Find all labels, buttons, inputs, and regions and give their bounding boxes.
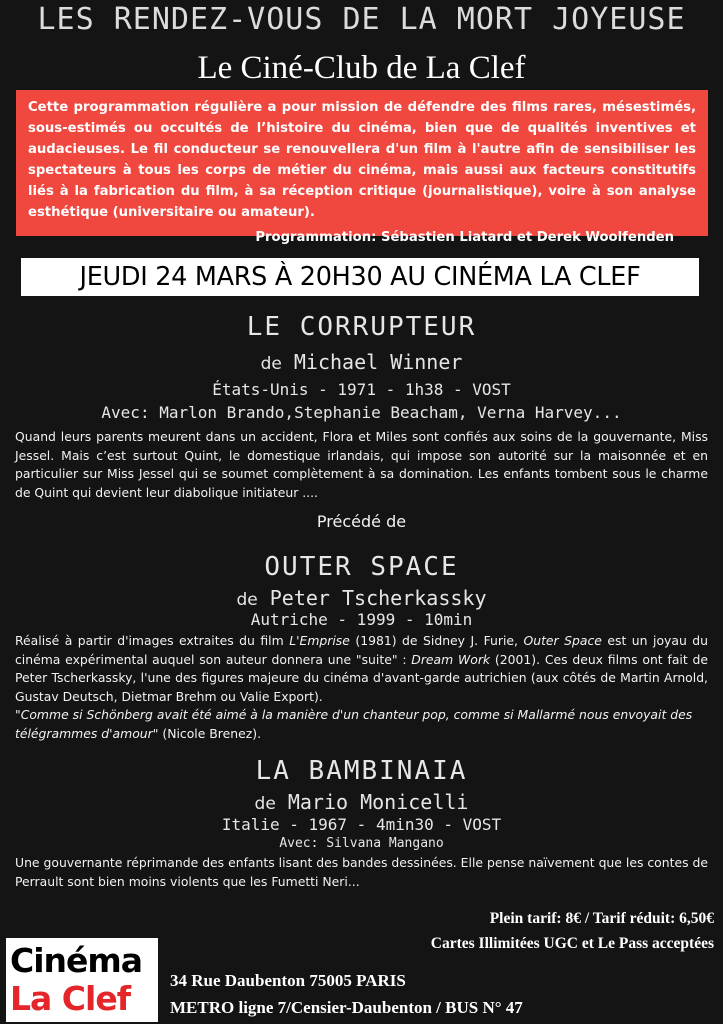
venue-transport: METRO ligne 7/Censier-Daubenton / BUS N° 47 (170, 998, 523, 1017)
logo-line-1: Cinéma (10, 941, 143, 980)
film-synopsis: Quand leurs parents meurent dans un accident, Flora et Miles sont confiés aux soins de la gouvernante, Miss Jessel. Mais c’est surtout Quint, le domestique irlandais, qui impose son autorité sur la maisonnée et en particulier sur Miss Jessel qui se soumet complètement à sa domination. Les enfants tombent sous le charme de Quint qui devient leur diabolique initiateur .... (15, 429, 708, 500)
intro-text: Cette programmation régulière a pour mission de défendre des films rares, mésestimés, sous-estimés ou occultés de l’histoire du cinéma, bien que de qualités inventives et audacieuses. Le fil conducteur se renouvellera d'un film à l'autre afin de sensibiliser les spectateurs à tous les corps de métier du cinéma, mais aussi aux facteurs constitutifs liés à la fabrication du film, à sa réception critique (journalistique), voire à son analyse esthétique (universitaire ou amateur). (28, 100, 696, 220)
series-title: LES RENDEZ-VOUS DE LA MORT JOYEUSE (37, 2, 686, 37)
pricing-tarifs: Plein tarif: 8€ / Tarif réduit: 6,50€ (489, 910, 714, 927)
film-director: Michael Winner (293, 350, 463, 374)
director-prefix: de (260, 354, 282, 374)
date-banner: JEUDI 24 MARS À 20H30 AU CINÉMA LA CLEF (21, 258, 699, 296)
quote-text: "Comme si Schönberg avait été aimé à la manière d'un chanteur pop, comme si Mallarmé nous envoyait des télégrammes d'amour" (15, 707, 693, 741)
director-prefix: de (254, 794, 276, 814)
film-reference: Dream Work (411, 651, 491, 667)
film-synopsis: Une gouvernante réprimande des enfants lisant des bandes dessinées. Elle pense naïvement que les contes de Perrault sont bien moins violents que les Fumetti Neri... (15, 855, 708, 889)
intro-box (16, 90, 708, 245)
synopsis-text: (2001). Ces deux films ont fait de Peter Tscherkassky, l'une des figures majeure du cinéma d'avant-garde autrichien (aux côtés de Martin Arnold, Gustav Deutsch, Dietmar Brehm ou Valie Export). (15, 651, 708, 704)
film-reference: Outer Space (523, 633, 602, 648)
film-reference: L'Emprise (289, 633, 350, 648)
film-meta: États-Unis - 1971 - 1h38 - VOST (212, 380, 511, 399)
film-title: OUTER SPACE (264, 552, 459, 582)
film-director-line (0, 586, 723, 610)
film-meta: Italie - 1967 - 4min30 - VOST (221, 815, 502, 834)
film-director-line (0, 350, 723, 374)
preceded-label: Précédé de (316, 512, 407, 531)
film-quote (15, 706, 708, 743)
cinema-logo (6, 938, 158, 1022)
club-title: Le Ciné-Club de La Clef (197, 50, 526, 86)
film-director: Peter Tscherkassky (269, 586, 487, 610)
film-title: LA BAMBINAIA (255, 756, 468, 786)
film-meta: Autriche - 1999 - 10min (250, 610, 473, 629)
director-prefix: de (236, 590, 258, 610)
film-cast: Avec: Silvana Mangano (279, 836, 444, 851)
synopsis-text: est un joyau du cinéma expérimental auquel son auteur donnera une "suite" : (15, 633, 709, 667)
film-title: LE CORRUPTEUR (246, 312, 477, 342)
film-director-line (0, 790, 723, 814)
film-synopsis (15, 632, 708, 706)
synopsis-text: Réalisé à partir d'images extraites du film (15, 633, 290, 648)
programming-credit: Programmation: Sébastien Liatard et Derek Woolfenden (255, 230, 674, 245)
film-cast: Avec: Marlon Brando,Stephanie Beacham, Verna Harvey... (101, 403, 622, 422)
synopsis-text: (1981) de Sidney J. Furie, (349, 633, 524, 648)
pricing-cards: Cartes Illimitées UGC et Le Pass acceptées (430, 935, 714, 952)
film-director: Mario Monicelli (287, 790, 469, 814)
venue-address: 34 Rue Daubenton 75005 PARIS (170, 971, 406, 990)
logo-line-2: La Clef (10, 979, 131, 1018)
quote-source: (Nicole Brenez). (158, 725, 262, 741)
